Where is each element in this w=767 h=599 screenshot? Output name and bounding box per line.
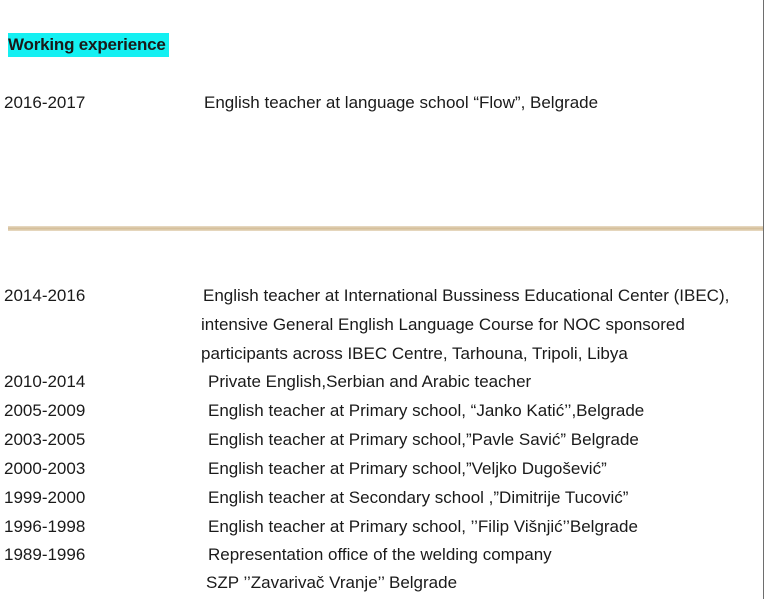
entry-description-line: intensive General English Language Course for NOC sponsored [201, 315, 685, 334]
entry-description: English teacher at language school “Flow”, Belgrade [204, 93, 599, 112]
entry-years: 2010-2014 [4, 372, 86, 391]
entry-description-line: English teacher at Secondary school ,”Dimitrije Tucović” [208, 488, 629, 507]
entry-description-line: Representation office of the welding company [208, 545, 552, 564]
entry-years: 1996-1998 [4, 517, 86, 536]
entry-description-line: Private English,Serbian and Arabic teacher [208, 372, 532, 391]
entry-description-line: English teacher at Primary school,”Pavle Savić” Belgrade [208, 430, 639, 449]
entry-years: 2005-2009 [4, 401, 86, 420]
entry-description-line: English teacher at Primary school, “Janko Katić’’,Belgrade [208, 401, 645, 420]
page-edge-line [763, 0, 764, 599]
entry-years: 2014-2016 [4, 286, 86, 305]
entry-years: 1989-1996 [4, 545, 86, 564]
entry-description-line: English teacher at Primary school, ’’Filip Višnjić’’Belgrade [208, 517, 638, 536]
entry-description-line: participants across IBEC Centre, Tarhouna, Tripoli, Libya [201, 344, 628, 363]
horizontal-divider [8, 226, 764, 231]
entry-years: 2003-2005 [4, 430, 86, 449]
entry-years: 2000-2003 [4, 459, 86, 478]
entry-description-line: English teacher at Primary school,”Veljko Dugošević” [208, 459, 607, 478]
section-heading-working-experience: Working experience [8, 33, 169, 57]
entry-years: 2016-2017 [4, 93, 86, 112]
entry-years: 1999-2000 [4, 488, 86, 507]
entry-description-line: English teacher at International Bussiness Educational Center (IBEC), [203, 286, 730, 305]
entry-description-line: SZP ’’Zavarivač Vranje’’ Belgrade [206, 573, 458, 592]
